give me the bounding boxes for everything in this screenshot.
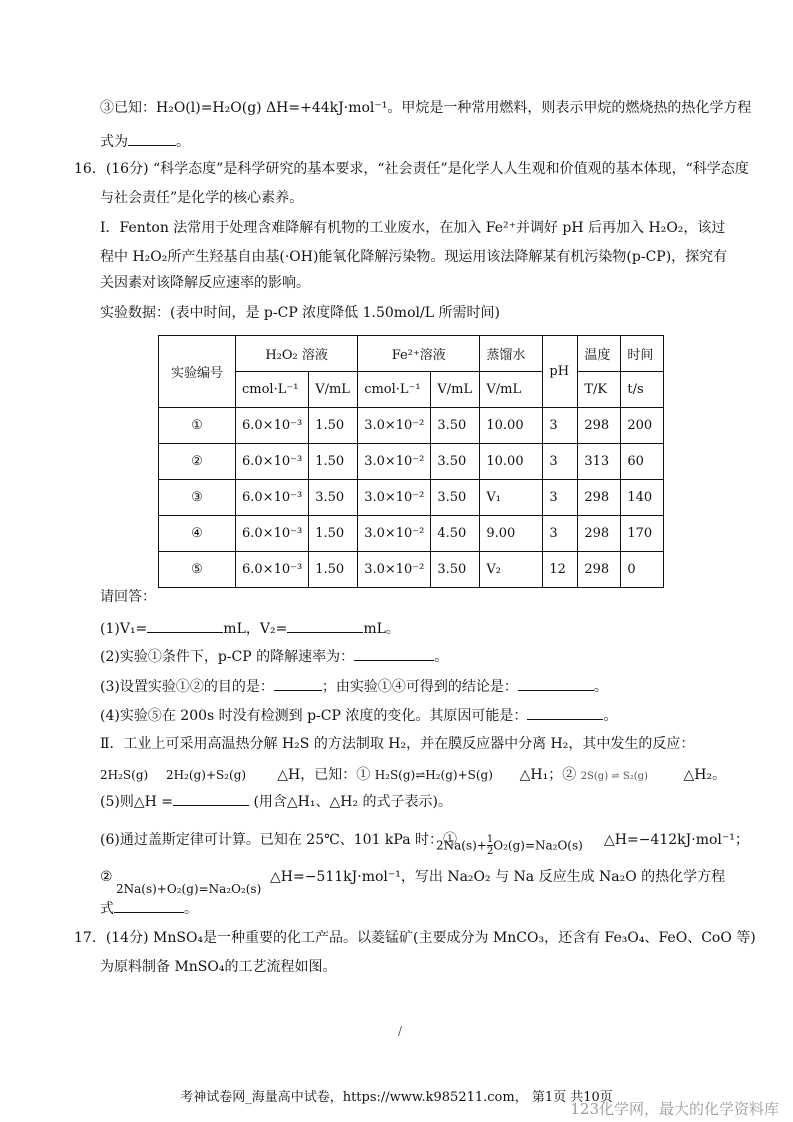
- table-header-row: [159, 336, 664, 372]
- table-row: [159, 408, 664, 444]
- header-fe: Fe²⁺溶液: [358, 336, 480, 372]
- answer-blank: [147, 618, 223, 633]
- cell: 3: [543, 480, 578, 516]
- unit-v2: V/mL: [431, 372, 480, 408]
- cell: 3.0×10⁻²: [358, 480, 431, 516]
- page-mark: /: [398, 1024, 403, 1038]
- cell: 298: [578, 408, 621, 444]
- cell: 3.0×10⁻²: [358, 552, 431, 588]
- header-h2o2: H₂O₂ 溶液: [236, 336, 358, 372]
- cell: 3: [543, 516, 578, 552]
- header-time: 时间: [621, 336, 664, 372]
- equation-2-dh: △H=−511kJ·mol⁻¹，写出 Na₂O₂ 与 Na 反应生成 Na₂O 的热化学方程: [270, 869, 726, 885]
- answer-blank: [274, 676, 322, 691]
- unit-v3: V/mL: [480, 372, 543, 408]
- header-temp: 温度: [578, 336, 621, 372]
- unit-t: T/K: [578, 372, 621, 408]
- sub-question-4: (4)实验⑤在 200s 时没有检测到 p-CP 浓度的变化。其原因可能是： 。: [100, 705, 617, 726]
- answer-blank: [518, 676, 594, 691]
- q16-part1-line1: Ⅰ．Fenton 法常用于处理含难降解有机物的工业废水，在加入 Fe²⁺并调好 pH 后再加入 H₂O₂，该过: [100, 220, 726, 236]
- answer-blank: [527, 705, 603, 720]
- cell: 6.0×10⁻³: [236, 480, 309, 516]
- unit-s: t/s: [621, 372, 664, 408]
- sub-question-6: (6)通过盖斯定律可计算。已知在 25℃、101 kPa 时：①: [100, 832, 457, 848]
- cell: 3: [543, 444, 578, 480]
- cell: 6.0×10⁻³: [236, 408, 309, 444]
- cell-id: ③: [159, 480, 236, 516]
- cell: 3.0×10⁻²: [358, 444, 431, 480]
- cell: 200: [621, 408, 664, 444]
- cell-id: ②: [159, 444, 236, 480]
- equation-1-dh: △H=−412kJ·mol⁻¹；: [604, 832, 749, 848]
- q16-title-line1: 16．(16分) “科学态度”是科学研究的基本要求，“社会责任”是化学人人生观和价值观的基本体现，“科学态度: [74, 161, 749, 177]
- cell: 6.0×10⁻³: [236, 516, 309, 552]
- cell: 3.0×10⁻²: [358, 408, 431, 444]
- table-row: [159, 516, 664, 552]
- cell: V₂: [480, 552, 543, 588]
- cell: 60: [621, 444, 664, 480]
- cell: 170: [621, 516, 664, 552]
- cell: 1.50: [309, 444, 358, 480]
- equation-answer-line: 式 。: [100, 898, 198, 919]
- q17-line1: 17．(14分) MnSO₄是一种重要的化工产品。以菱锰矿(主要成分为 MnCO₃，还含有 Fe₃O₄、FeO、CoO 等): [74, 930, 756, 946]
- fraction-half: $\frac{1}{2}$: [486, 834, 494, 857]
- sub-question-2: (2)实验①条件下，p-CP 的降解速率为： 。: [100, 646, 448, 667]
- cell: 3.0×10⁻²: [358, 516, 431, 552]
- table-row: [159, 552, 664, 588]
- cell: 298: [578, 480, 621, 516]
- answer-blank: [173, 791, 249, 806]
- table-row: [159, 480, 664, 516]
- q16-part1-line2: 程中 H₂O₂所产生羟基自由基(·OH)能氧化降解污染物。现运用该法降解某有机污染物(p-CP)，探究有: [100, 249, 728, 265]
- cell: 313: [578, 444, 621, 480]
- q15-part3-answer-line: 式为 。: [100, 131, 190, 152]
- cell: 3: [543, 408, 578, 444]
- unit-c1: cmol·L⁻¹: [236, 372, 309, 408]
- cell: 3.50: [431, 444, 480, 480]
- header-id: 实验编号: [159, 336, 236, 408]
- watermark: 123化学网，最大的化学资料库: [570, 1100, 779, 1118]
- q16-title-line2: 与社会责任”是化学的核心素养。: [100, 190, 304, 206]
- cell: 6.0×10⁻³: [236, 552, 309, 588]
- h2s-reaction-line: 2H₂S(g) 2H₂(g)+S₂(g) △H，已知：① H₂S(g)⇌H₂(g)+S(g) △H₁；② 2S(g) ⇌ S₂(g) △H₂。: [100, 767, 727, 783]
- cell: 12: [543, 552, 578, 588]
- q15-part3-line: ③已知：H₂O(l)=H₂O(g) ΔH=+44kJ·mol⁻¹。甲烷是一种常用燃料，则表示甲烷的燃烧热的热化学方程: [100, 100, 752, 116]
- sub-question-5: (5)则△H = (用含△H₁、△H₂ 的式子表示)。: [100, 791, 452, 812]
- cell: 140: [621, 480, 664, 516]
- equation-2-line: ②: [100, 869, 113, 885]
- q17-line2: 为原料制备 MnSO₄的工艺流程如图。: [100, 959, 337, 975]
- cell: 6.0×10⁻³: [236, 444, 309, 480]
- cell: V₁: [480, 480, 543, 516]
- cell: 1.50: [309, 552, 358, 588]
- cell: 3.50: [431, 552, 480, 588]
- q16-data-intro: 实验数据：(表中时间，是 p-CP 浓度降低 1.50mol/L 所需时间): [100, 305, 500, 321]
- cell: 3.50: [309, 480, 358, 516]
- experiment-table: [158, 335, 664, 588]
- answer-blank: [354, 646, 434, 661]
- cell: 9.00: [480, 516, 543, 552]
- equation-2: 2Na(s)+O₂(g)=Na₂O₂(s): [116, 882, 262, 896]
- cell: 3.50: [431, 408, 480, 444]
- answer-blank: [128, 131, 176, 146]
- cell: 10.00: [480, 444, 543, 480]
- cell: 4.50: [431, 516, 480, 552]
- cell-id: ①: [159, 408, 236, 444]
- table-row: [159, 444, 664, 480]
- unit-v1: V/mL: [309, 372, 358, 408]
- cell: 0: [621, 552, 664, 588]
- cell: 10.00: [480, 408, 543, 444]
- cell: 1.50: [309, 408, 358, 444]
- cell-id: ④: [159, 516, 236, 552]
- cell: 1.50: [309, 516, 358, 552]
- part2-intro: Ⅱ．工业上可采用高温热分解 H₂S 的方法制取 H₂，并在膜反应器中分离 H₂，其中发生的反应：: [100, 736, 695, 752]
- page-footer: 考神试卷网_海量高中试卷，https://www.k985211.com， 第1页 共10页: [180, 1090, 613, 1105]
- header-ph: pH: [543, 336, 578, 408]
- answer-blank: [114, 898, 184, 913]
- answer-prompt: 请回答：: [100, 589, 156, 605]
- cell: 298: [578, 516, 621, 552]
- cell: 3.50: [431, 480, 480, 516]
- cell: 298: [578, 552, 621, 588]
- answer-blank: [287, 618, 363, 633]
- sub-question-1: (1)V₁= mL，V₂= mL。: [100, 618, 400, 639]
- unit-c2: cmol·L⁻¹: [358, 372, 431, 408]
- header-water: 蒸馏水: [480, 336, 543, 372]
- sub-question-3: (3)设置实验①②的目的是： ；由实验①④可得到的结论是： 。: [100, 676, 608, 697]
- equation-1: 2Na(s)+ $\frac{1}{2}$ O₂(g)=Na₂O(s): [436, 834, 583, 857]
- cell-id: ⑤: [159, 552, 236, 588]
- q16-part1-line3: 关因素对该降解反应速率的影响。: [100, 275, 310, 291]
